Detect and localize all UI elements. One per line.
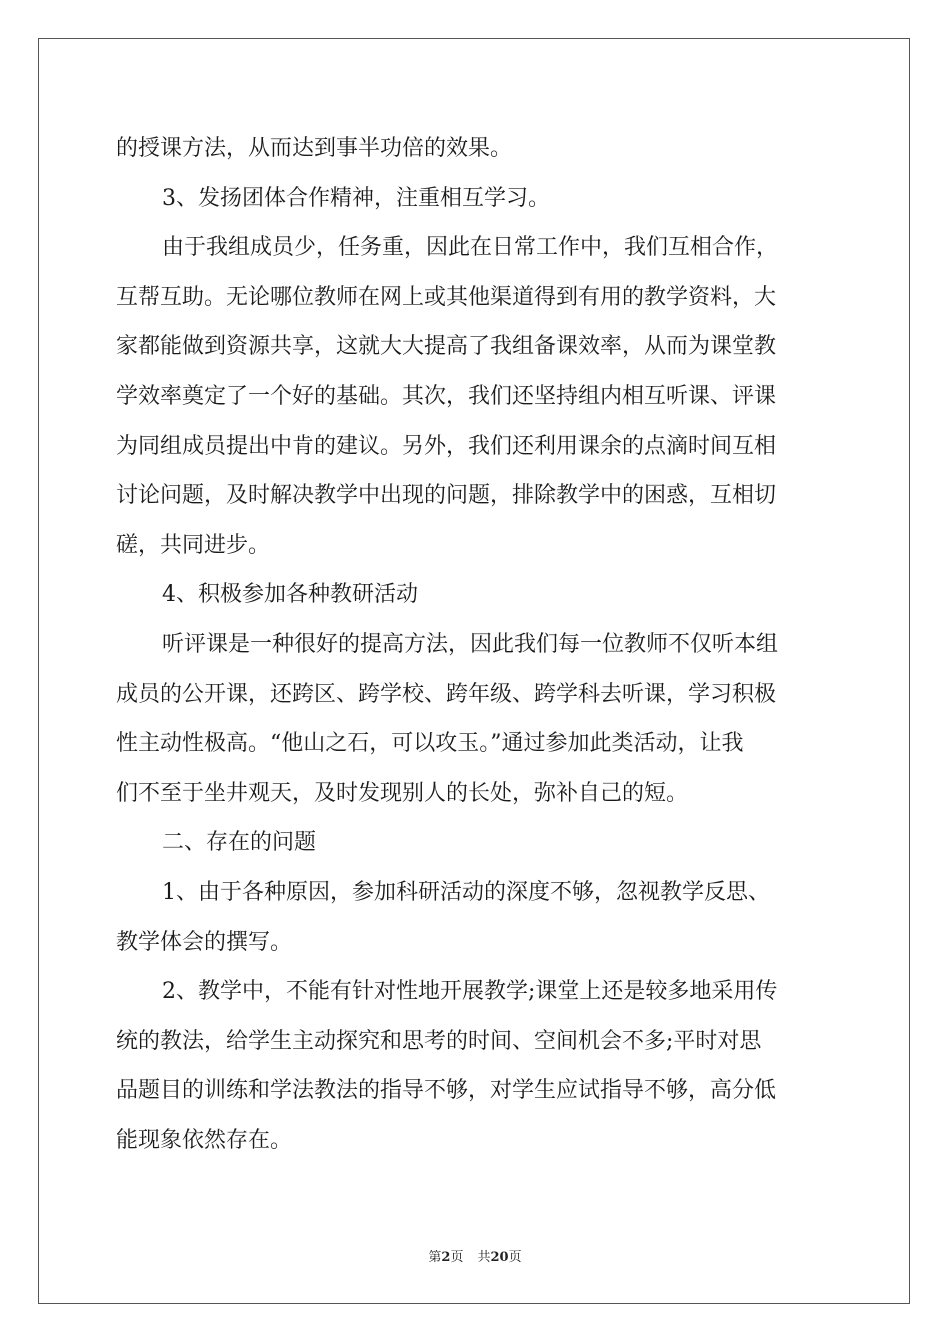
text-line: 由于我组成员少，任务重，因此在日常工作中，我们互相合作，: [162, 235, 779, 261]
text-line: 为同组成员提出中肯的建议。另外，我们还利用课余的点滴时间互相: [116, 433, 777, 459]
text-line: 学效率奠定了一个好的基础。其次，我们还坚持组内相互听课、评课: [116, 383, 777, 409]
text-line: 成员的公开课，还跨区、跨学校、跨年级、跨学科去听课，学习积极: [116, 681, 777, 707]
document-body: [116, 124, 836, 1165]
total-page-count: 20: [490, 1250, 509, 1265]
page-suffix: 页: [450, 1250, 464, 1265]
section-heading: 3、发扬团体合作精神，注重相互学习。: [162, 185, 550, 211]
text-line: 的授课方法，从而达到事半功倍的效果。: [116, 136, 513, 161]
text-line: 们不至于坐井观天，及时发现别人的长处，弥补自己的短。: [116, 780, 689, 806]
text-line: 听评课是一种很好的提高方法，因此我们每一位教师不仅听本组: [162, 631, 779, 657]
text-line: 统的教法，给学生主动探究和思考的时间、空间机会不多;平时对思: [116, 1028, 762, 1054]
text-line: 1、由于各种原因，参加科研活动的深度不够，忽视教学反思、: [162, 879, 770, 905]
total-prefix: 共: [477, 1250, 491, 1265]
section-heading: 二、存在的问题: [162, 830, 317, 856]
text-line: 品题目的训练和学法教法的指导不够，对学生应试指导不够，高分低: [116, 1078, 777, 1104]
total-suffix: 页: [508, 1250, 522, 1265]
text-line: 性主动性极高。“他山之石，可以攻玉。”通过参加此类活动，让我: [116, 731, 744, 757]
current-page-number: 2: [441, 1250, 451, 1265]
text-line: 教学体会的撰写。: [116, 929, 293, 955]
text-line: 讨论问题，及时解决教学中出现的问题，排除教学中的困惑，互相切: [116, 483, 777, 509]
section-heading: 4、积极参加各种教研活动: [162, 582, 418, 608]
page-footer: [0, 1246, 950, 1265]
text-line: 家都能做到资源共享，这就大大提高了我组备课效率，从而为课堂教: [116, 334, 777, 360]
text-line: 能现象依然存在。: [116, 1127, 293, 1153]
text-line: 磋，共同进步。: [116, 532, 271, 558]
text-line: 2、教学中，不能有针对性地开展教学;课堂上还是较多地采用传: [162, 979, 778, 1005]
text-line: 互帮互助。无论哪位教师在网上或其他渠道得到有用的教学资料，大: [116, 284, 777, 310]
page-prefix: 第: [428, 1250, 442, 1265]
